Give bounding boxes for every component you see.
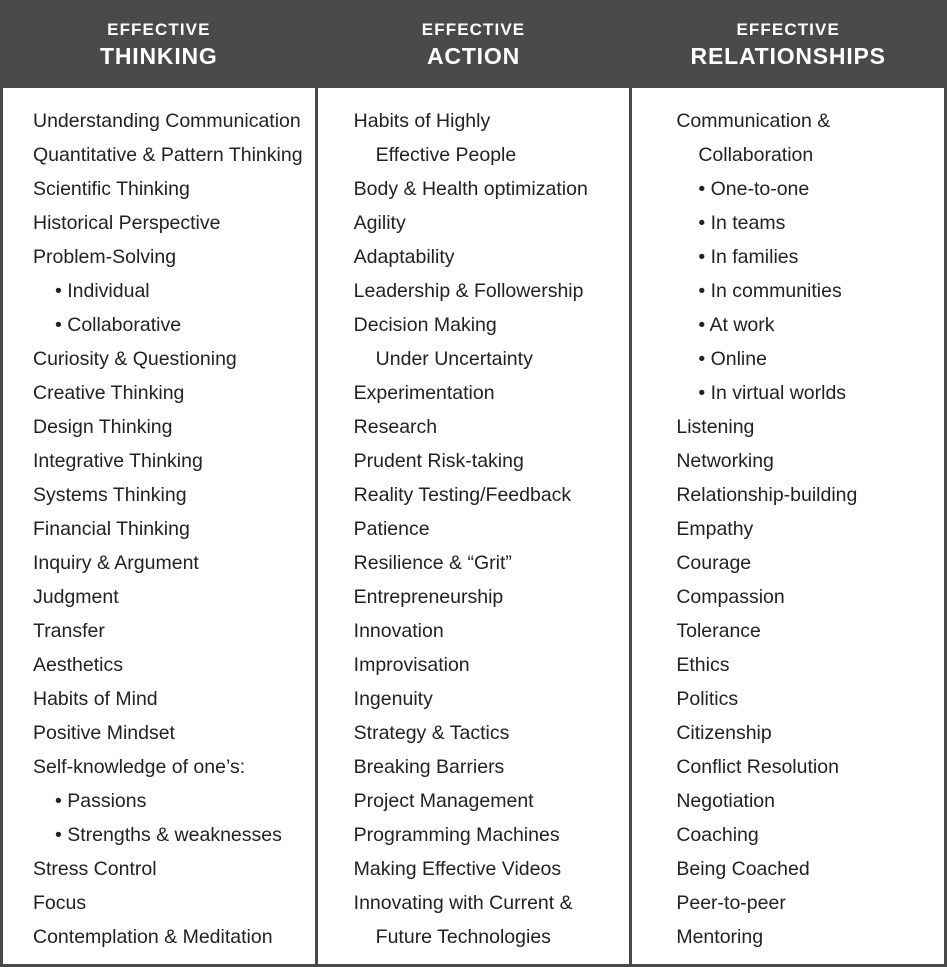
list-item: Innovation	[353, 620, 444, 642]
list-item: Curiosity & Questioning	[33, 348, 237, 370]
column-effective-relationships	[632, 3, 944, 964]
list-item: Programming Machines	[353, 824, 560, 846]
list-item: Historical Perspective	[33, 212, 221, 234]
list-item: • Individual	[55, 280, 150, 302]
list-item: Prudent Risk-taking	[353, 450, 524, 472]
list-item: Resilience & “Grit”	[353, 552, 512, 574]
list-item: Networking	[676, 450, 774, 472]
list-item: Making Effective Videos	[353, 858, 562, 880]
list-item: Systems Thinking	[33, 484, 187, 506]
list-item: Scientific Thinking	[33, 178, 190, 200]
list-item: • Strengths & weaknesses	[55, 824, 282, 846]
column-header-eyebrow: EFFECTIVE	[736, 19, 840, 39]
column-effective-action	[318, 3, 630, 964]
list-item: Financial Thinking	[33, 518, 190, 540]
list-item: Quantitative & Pattern Thinking	[33, 144, 303, 166]
list-item: Innovating with Current &	[353, 892, 573, 914]
list-item: • In families	[698, 246, 799, 268]
list-item: Understanding Communication	[33, 110, 301, 132]
list-item: • In communities	[698, 280, 842, 302]
list-item: Ethics	[676, 654, 730, 676]
list-item: Design Thinking	[33, 416, 173, 438]
list-item: Body & Health optimization	[353, 178, 588, 200]
list-item: Relationship-building	[676, 484, 858, 506]
list-effective-thinking	[33, 104, 305, 954]
list-item: Entrepreneurship	[353, 586, 504, 608]
list-item: • Passions	[55, 790, 147, 812]
list-item: Self-knowledge of one’s:	[33, 756, 246, 778]
list-item: Positive Mindset	[33, 722, 175, 744]
columns-container	[3, 3, 944, 964]
list-item: • One-to-one	[698, 178, 810, 200]
list-effective-action	[354, 104, 620, 954]
list-item: Integrative Thinking	[33, 450, 203, 472]
column-header-eyebrow: EFFECTIVE	[107, 19, 211, 39]
list-item: Focus	[33, 892, 87, 914]
list-item: Being Coached	[676, 858, 810, 880]
list-item: Creative Thinking	[33, 382, 185, 404]
list-item: Adaptability	[353, 246, 455, 268]
column-header-title: THINKING	[100, 42, 218, 69]
list-item: Empathy	[676, 518, 754, 540]
list-item: Tolerance	[676, 620, 761, 642]
column-header-effective-relationships	[632, 3, 944, 88]
list-item: Leadership & Followership	[353, 280, 584, 302]
list-item: Effective People	[375, 144, 517, 166]
list-item: Inquiry & Argument	[33, 552, 199, 574]
list-item: Collaboration	[698, 144, 814, 166]
list-item: Stress Control	[33, 858, 157, 880]
list-item: Project Management	[353, 790, 534, 812]
column-effective-thinking	[3, 3, 315, 964]
list-item: Agility	[353, 212, 406, 234]
list-item: Communication &	[676, 110, 831, 132]
list-item: Contemplation & Meditation	[33, 926, 273, 948]
column-header-effective-thinking	[3, 3, 315, 88]
column-body-effective-action	[318, 88, 630, 964]
column-header-effective-action	[318, 3, 630, 88]
list-item: Habits of Mind	[33, 688, 158, 710]
column-header-title: ACTION	[427, 42, 520, 69]
list-item: Under Uncertainty	[375, 348, 533, 370]
list-item: Negotiation	[676, 790, 775, 812]
list-item: Breaking Barriers	[353, 756, 505, 778]
list-item: Research	[353, 416, 438, 438]
list-item: • Collaborative	[55, 314, 182, 336]
list-item: Conflict Resolution	[676, 756, 839, 778]
list-effective-relationships	[676, 104, 934, 954]
list-item: Patience	[353, 518, 430, 540]
list-item: Experimentation	[353, 382, 495, 404]
list-item: Improvisation	[353, 654, 470, 676]
list-item: Peer-to-peer	[676, 892, 786, 914]
list-item: Habits of Highly	[353, 110, 491, 132]
list-item: Future Technologies	[375, 926, 551, 948]
list-item: Coaching	[676, 824, 759, 846]
list-item: Judgment	[33, 586, 119, 608]
list-item: Citizenship	[676, 722, 772, 744]
column-header-eyebrow: EFFECTIVE	[421, 19, 526, 39]
list-item: • At work	[698, 314, 775, 336]
list-item: Ingenuity	[353, 688, 433, 710]
list-item: • In teams	[698, 212, 786, 234]
list-item: Mentoring	[676, 926, 764, 948]
list-item: Transfer	[33, 620, 105, 642]
list-item: Reality Testing/Feedback	[353, 484, 572, 506]
column-body-effective-relationships	[632, 88, 944, 964]
list-item: • In virtual worlds	[698, 382, 847, 404]
column-body-effective-thinking	[3, 88, 315, 964]
list-item: Aesthetics	[33, 654, 123, 676]
list-item: Strategy & Tactics	[353, 722, 510, 744]
column-header-title: RELATIONSHIPS	[690, 42, 886, 69]
list-item: Decision Making	[353, 314, 497, 336]
list-item: Courage	[676, 552, 752, 574]
list-item: Compassion	[676, 586, 785, 608]
list-item: Politics	[676, 688, 739, 710]
list-item: Listening	[676, 416, 755, 438]
list-item: Problem-Solving	[33, 246, 177, 268]
list-item: • Online	[698, 348, 767, 370]
